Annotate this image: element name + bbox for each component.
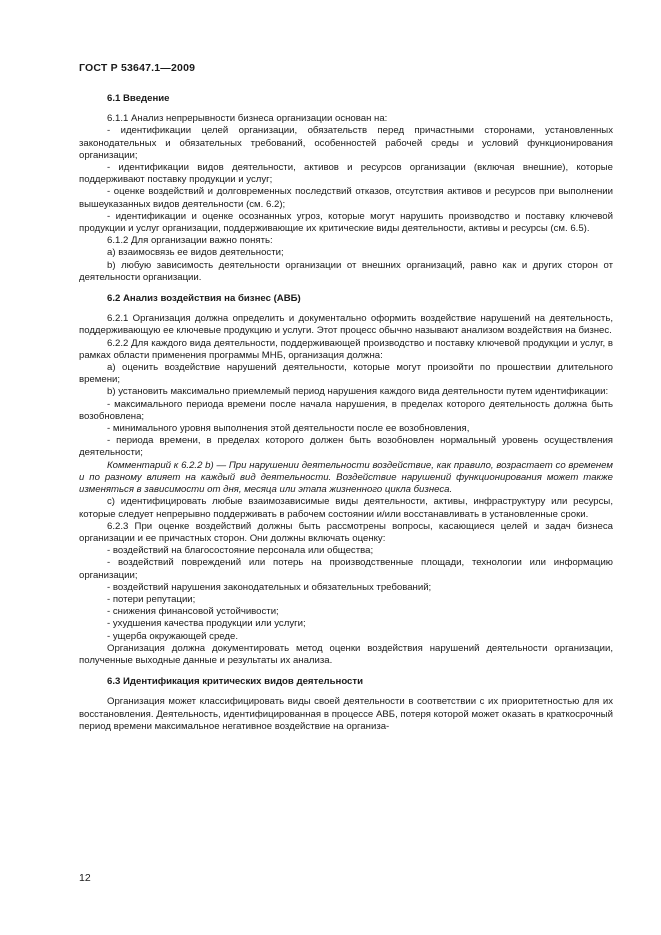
paragraph: - минимального уровня выполнения этой деятельности после ее возобновления, <box>107 423 470 435</box>
document-header: ГОСТ Р 53647.1—2009 <box>79 62 196 74</box>
paragraph: - снижения финансовой устойчивости; <box>107 606 279 618</box>
paragraph: c) идентифицировать любые взаимозависимые виды деятельности, активы, инфраструктуру или ресурсы, которые следует непрерывно поддерживать в рабочем состоянии и/или восстанавливать в установленные сроки. <box>79 496 613 520</box>
paragraph: - максимального периода времени после начала нарушения, в пределах которого деятельность должна быть возобновлена; <box>79 398 613 422</box>
paragraph: a) взаимосвязь ее видов деятельности; <box>107 247 284 259</box>
section-heading: 6.2 Анализ воздействия на бизнес (АВБ) <box>107 293 301 305</box>
page-number: 12 <box>79 872 91 884</box>
paragraph: - потери репутации; <box>107 593 196 605</box>
comment-paragraph: Комментарий к 6.2.2 b) — При нарушении деятельности воздействие, как правило, возрастает со временем и по разному влияет на каждый вид деятельности. Воздействие нарушений функционирования может также изменяться в зависимости от дня, месяца или этапа жизненного цикла бизнеса. <box>79 459 613 496</box>
paragraph: - ухудшения качества продукции или услуги; <box>107 618 306 630</box>
paragraph: 6.2.3 При оценке воздействий должны быть рассмотрены вопросы, касающиеся целей и задач бизнеса организации и ее причастных сторон. Они должны включать оценку: <box>79 520 613 544</box>
paragraph: 6.1.1 Анализ непрерывности бизнеса организации основан на: <box>107 113 388 125</box>
paragraph: - периода времени, в пределах которого должен быть возобновлен нормальный уровень осуществления деятельности; <box>79 435 613 459</box>
paragraph: Организация должна документировать метод оценки воздействия нарушений деятельности организации, полученные выходные данные и результаты их анализа. <box>79 642 613 666</box>
paragraph: Организация может классифицировать виды своей деятельности в соответствии с их приоритетностью для их восстановления. Деятельность, идентифицированная в процессе АВБ, потеря которой может оказать в краткосрочный период времени максимальное негативное воздействие на организа- <box>79 696 613 732</box>
paragraph: 6.2.2 Для каждого вида деятельности, поддерживающей производство и поставку ключевой продукции и услуг, в рамках области применения программы МНБ, организация должна: <box>79 337 613 361</box>
document-body <box>79 93 613 733</box>
paragraph: - идентификации целей организации, обязательств перед причастными сторонами, установленных законодательных и обязательных требований, особенностей рабочей среды и условий функционирования организации; <box>79 125 613 161</box>
paragraph: - воздействий нарушения законодательных и обязательных требований; <box>107 581 432 593</box>
paragraph: b) установить максимально приемлемый период нарушения каждого вида деятельности путем идентификации: <box>107 386 609 398</box>
section-heading: 6.1 Введение <box>107 93 170 104</box>
paragraph: b) любую зависимость деятельности организации от внешних организаций, равно как и других сторон от деятельности организации. <box>79 259 613 283</box>
paragraph: - оценке воздействий и долговременных последствий отказов, отсутствия активов и ресурсов при выполнении вышеуказанных видов деятельности (см. 6.2); <box>79 186 613 210</box>
paragraph: - воздействий на благосостояние персонала или общества; <box>107 545 374 557</box>
section-heading: 6.3 Идентификация критических видов деятельности <box>107 676 363 688</box>
paragraph: - ущерба окружающей среде. <box>107 630 239 642</box>
paragraph: - идентификации видов деятельности, активов и ресурсов организации (включая внешние), которые поддерживают поставку продукции и услуг; <box>79 162 613 186</box>
paragraph: a) оценить воздействие нарушений деятельности, которые могут произойти по прошествии длительного времени; <box>79 362 613 386</box>
paragraph: - идентификации и оценке осознанных угроз, которые могут нарушить производство и поставку ключевой продукции и услуг организации, поддерживающие их критические виды деятельности, активы и ресурсы (см. 6.5). <box>79 210 613 235</box>
paragraph: 6.1.2 Для организации важно понять: <box>107 235 273 247</box>
paragraph: - воздействий повреждений или потерь на производственные площади, технологии или информацию организации; <box>79 557 613 581</box>
paragraph: 6.2.1 Организация должна определить и документально оформить воздействие нарушений на деятельность, поддерживающую ее ключевые продукцию и услуги. Этот процесс обычно называют анализом воздействия на бизнес. <box>79 313 613 337</box>
